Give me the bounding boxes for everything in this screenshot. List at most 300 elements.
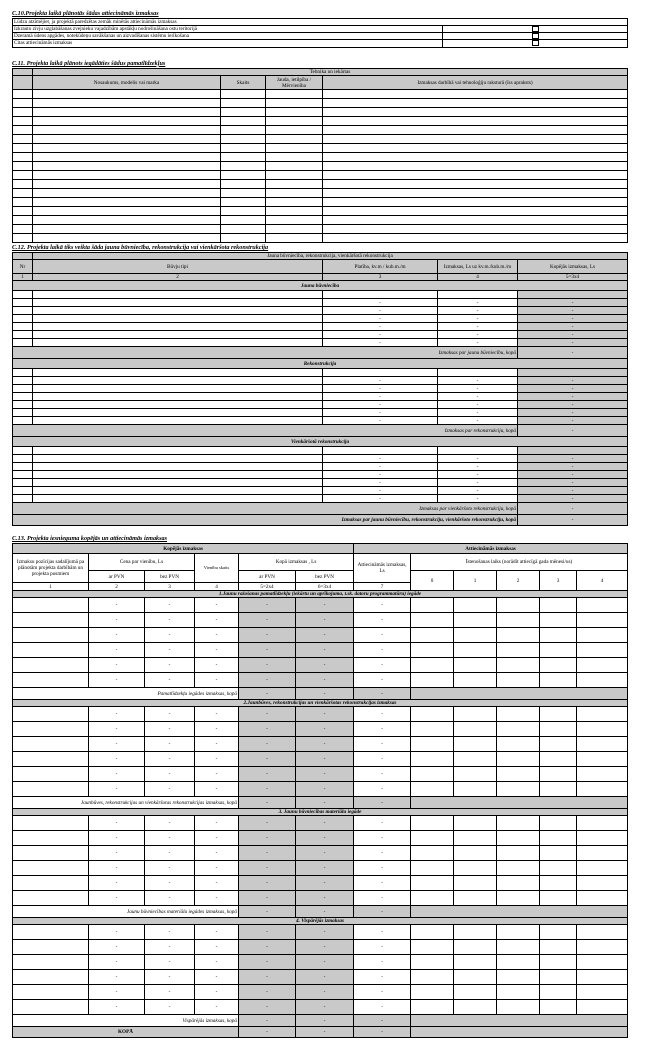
c13-cell-value[interactable]: -: [145, 752, 195, 767]
c13-cell-period[interactable]: [411, 658, 454, 673]
c13-cell-position[interactable]: [13, 658, 89, 673]
c13-cell-period[interactable]: [411, 970, 454, 985]
c12-cell-value[interactable]: [323, 447, 438, 455]
c13-cell-position[interactable]: [13, 707, 89, 722]
c13-cell-eligible[interactable]: -: [354, 970, 411, 985]
c13-cell-period[interactable]: [540, 752, 577, 767]
c13-cell-eligible[interactable]: -: [354, 985, 411, 1000]
c11-cell[interactable]: [221, 108, 266, 117]
c11-cell[interactable]: [266, 90, 323, 99]
c11-cell[interactable]: [33, 225, 221, 234]
c12-cell-nr[interactable]: [13, 455, 33, 463]
c13-cell-value[interactable]: -: [145, 940, 195, 955]
c11-cell[interactable]: [13, 153, 33, 162]
c12-cell-nr[interactable]: [13, 377, 33, 385]
c12-cell-value[interactable]: -: [323, 417, 438, 425]
c12-cell-value[interactable]: -: [438, 463, 518, 471]
c13-cell-value[interactable]: -: [195, 846, 239, 861]
c11-cell[interactable]: [221, 189, 266, 198]
c11-cell[interactable]: [13, 207, 33, 216]
c11-cell[interactable]: [266, 234, 323, 243]
c11-cell[interactable]: [221, 117, 266, 126]
c13-cell-period[interactable]: [540, 816, 577, 831]
c13-cell-period[interactable]: [497, 1000, 540, 1015]
c13-cell-value[interactable]: -: [89, 831, 145, 846]
c12-cell-value[interactable]: [438, 291, 518, 299]
c13-cell-period[interactable]: [577, 861, 628, 876]
c13-cell-value[interactable]: -: [89, 752, 145, 767]
c13-cell-eligible[interactable]: -: [354, 598, 411, 613]
c11-cell[interactable]: [266, 171, 323, 180]
c13-cell-period[interactable]: [454, 707, 497, 722]
c12-cell-value[interactable]: -: [438, 479, 518, 487]
c13-cell-period[interactable]: [577, 722, 628, 737]
c12-cell-type[interactable]: [33, 463, 323, 471]
c13-cell-period[interactable]: [497, 737, 540, 752]
c13-cell-position[interactable]: [13, 1000, 89, 1015]
c13-cell-position[interactable]: [13, 722, 89, 737]
c13-cell-eligible[interactable]: -: [354, 955, 411, 970]
c13-cell-position[interactable]: [13, 846, 89, 861]
c13-cell-eligible[interactable]: -: [354, 846, 411, 861]
c11-cell[interactable]: [33, 117, 221, 126]
c13-cell-period[interactable]: [540, 831, 577, 846]
c13-cell-value[interactable]: -: [195, 782, 239, 797]
c13-cell-value[interactable]: -: [195, 1000, 239, 1015]
c13-cell-value[interactable]: -: [89, 782, 145, 797]
c10-checkbox[interactable]: [532, 40, 539, 46]
c11-cell[interactable]: [33, 153, 221, 162]
c12-cell-type[interactable]: [33, 487, 323, 495]
c12-cell-nr[interactable]: [13, 331, 33, 339]
c13-cell-period[interactable]: [540, 722, 577, 737]
c12-cell-value[interactable]: [323, 369, 438, 377]
c13-cell-eligible[interactable]: -: [354, 628, 411, 643]
c13-cell-value[interactable]: -: [195, 613, 239, 628]
c13-cell-period[interactable]: [540, 925, 577, 940]
c13-cell-position[interactable]: [13, 643, 89, 658]
c13-cell-value[interactable]: -: [89, 613, 145, 628]
c13-cell-period[interactable]: [497, 831, 540, 846]
c13-cell-position[interactable]: [13, 940, 89, 955]
c13-cell-period[interactable]: [411, 985, 454, 1000]
c11-cell[interactable]: [266, 99, 323, 108]
c13-cell-value[interactable]: -: [145, 891, 195, 906]
c13-cell-value[interactable]: -: [89, 955, 145, 970]
c11-cell[interactable]: [33, 234, 221, 243]
c12-cell-value[interactable]: -: [323, 495, 438, 503]
c13-cell-period[interactable]: [497, 925, 540, 940]
c13-cell-position[interactable]: [13, 613, 89, 628]
c13-cell-value[interactable]: -: [145, 831, 195, 846]
c13-cell-period[interactable]: [577, 628, 628, 643]
c13-cell-value[interactable]: -: [195, 658, 239, 673]
c11-cell[interactable]: [323, 189, 628, 198]
c11-cell[interactable]: [221, 99, 266, 108]
c11-cell[interactable]: [266, 135, 323, 144]
c13-cell-value[interactable]: -: [145, 628, 195, 643]
c11-cell[interactable]: [323, 153, 628, 162]
c12-cell-type[interactable]: [33, 291, 323, 299]
c12-cell-type[interactable]: [33, 471, 323, 479]
c12-cell-value[interactable]: -: [323, 455, 438, 463]
c13-cell-value[interactable]: -: [195, 955, 239, 970]
c13-cell-position[interactable]: [13, 985, 89, 1000]
c13-cell-period[interactable]: [497, 673, 540, 688]
c11-cell[interactable]: [33, 162, 221, 171]
c11-cell[interactable]: [13, 162, 33, 171]
c13-cell-value[interactable]: -: [145, 782, 195, 797]
c13-cell-period[interactable]: [497, 891, 540, 906]
c11-cell[interactable]: [221, 198, 266, 207]
c13-cell-period[interactable]: [540, 1000, 577, 1015]
c13-cell-period[interactable]: [411, 891, 454, 906]
c13-cell-period[interactable]: [497, 628, 540, 643]
c11-cell[interactable]: [323, 126, 628, 135]
c11-cell[interactable]: [266, 126, 323, 135]
c13-cell-period[interactable]: [454, 970, 497, 985]
c13-cell-period[interactable]: [497, 752, 540, 767]
c13-cell-value[interactable]: -: [89, 876, 145, 891]
c13-cell-value[interactable]: -: [89, 737, 145, 752]
c11-cell[interactable]: [33, 135, 221, 144]
c13-cell-period[interactable]: [411, 643, 454, 658]
c12-cell-type[interactable]: [33, 409, 323, 417]
c12-cell-nr[interactable]: [13, 385, 33, 393]
c13-cell-period[interactable]: [497, 643, 540, 658]
c11-cell[interactable]: [323, 144, 628, 153]
c13-cell-eligible[interactable]: -: [354, 722, 411, 737]
c13-cell-position[interactable]: [13, 752, 89, 767]
c13-cell-value[interactable]: -: [145, 925, 195, 940]
c13-cell-position[interactable]: [13, 782, 89, 797]
c13-cell-value[interactable]: -: [145, 658, 195, 673]
c13-cell-period[interactable]: [497, 940, 540, 955]
c11-cell[interactable]: [33, 99, 221, 108]
c12-cell-nr[interactable]: [13, 487, 33, 495]
c12-cell-type[interactable]: [33, 417, 323, 425]
c13-cell-value[interactable]: -: [145, 707, 195, 722]
c13-cell-eligible[interactable]: -: [354, 782, 411, 797]
c13-cell-period[interactable]: [454, 831, 497, 846]
c11-cell[interactable]: [13, 180, 33, 189]
c11-cell[interactable]: [13, 225, 33, 234]
c13-cell-period[interactable]: [411, 628, 454, 643]
c13-cell-period[interactable]: [411, 613, 454, 628]
c13-cell-period[interactable]: [497, 955, 540, 970]
c13-cell-period[interactable]: [411, 752, 454, 767]
c13-cell-period[interactable]: [497, 816, 540, 831]
c13-cell-value[interactable]: -: [195, 767, 239, 782]
c11-cell[interactable]: [221, 153, 266, 162]
c11-cell[interactable]: [323, 180, 628, 189]
c12-cell-value[interactable]: -: [438, 393, 518, 401]
c12-cell-type[interactable]: [33, 331, 323, 339]
c12-cell-value[interactable]: -: [438, 455, 518, 463]
c11-cell[interactable]: [323, 207, 628, 216]
c12-cell-value[interactable]: -: [323, 323, 438, 331]
c13-cell-value[interactable]: -: [145, 722, 195, 737]
c13-cell-period[interactable]: [577, 876, 628, 891]
c12-cell-nr[interactable]: [13, 471, 33, 479]
c13-cell-position[interactable]: [13, 876, 89, 891]
c13-cell-value[interactable]: -: [145, 643, 195, 658]
c12-cell-nr[interactable]: [13, 307, 33, 315]
c11-cell[interactable]: [323, 108, 628, 117]
c12-cell-nr[interactable]: [13, 447, 33, 455]
c11-cell[interactable]: [13, 99, 33, 108]
c13-cell-position[interactable]: [13, 816, 89, 831]
c13-cell-eligible[interactable]: -: [354, 861, 411, 876]
c12-cell-value[interactable]: -: [438, 307, 518, 315]
c13-cell-value[interactable]: -: [89, 985, 145, 1000]
c13-cell-value[interactable]: -: [89, 970, 145, 985]
c11-cell[interactable]: [33, 198, 221, 207]
c13-cell-period[interactable]: [411, 737, 454, 752]
c13-cell-value[interactable]: -: [145, 673, 195, 688]
c12-cell-value[interactable]: -: [323, 471, 438, 479]
c13-cell-period[interactable]: [540, 707, 577, 722]
c13-cell-value[interactable]: -: [195, 985, 239, 1000]
c12-cell-value[interactable]: [438, 369, 518, 377]
c11-cell[interactable]: [323, 135, 628, 144]
c12-cell-value[interactable]: -: [323, 331, 438, 339]
c13-cell-period[interactable]: [497, 767, 540, 782]
c13-cell-period[interactable]: [540, 955, 577, 970]
c11-cell[interactable]: [221, 126, 266, 135]
c13-cell-value[interactable]: -: [89, 767, 145, 782]
c13-cell-period[interactable]: [497, 782, 540, 797]
c11-cell[interactable]: [266, 162, 323, 171]
c13-cell-eligible[interactable]: -: [354, 767, 411, 782]
c13-cell-period[interactable]: [454, 925, 497, 940]
c11-cell[interactable]: [13, 198, 33, 207]
c11-cell[interactable]: [221, 162, 266, 171]
c12-cell-nr[interactable]: [13, 409, 33, 417]
c13-cell-value[interactable]: -: [89, 891, 145, 906]
c12-cell-type[interactable]: [33, 401, 323, 409]
c13-cell-period[interactable]: [411, 831, 454, 846]
c13-cell-period[interactable]: [454, 876, 497, 891]
c11-cell[interactable]: [266, 207, 323, 216]
c11-cell[interactable]: [33, 144, 221, 153]
c12-cell-value[interactable]: -: [438, 377, 518, 385]
c13-cell-period[interactable]: [577, 767, 628, 782]
c11-cell[interactable]: [266, 180, 323, 189]
c12-cell-type[interactable]: [33, 447, 323, 455]
c13-cell-period[interactable]: [540, 846, 577, 861]
c11-cell[interactable]: [221, 216, 266, 225]
c13-cell-period[interactable]: [497, 722, 540, 737]
c13-cell-value[interactable]: -: [195, 707, 239, 722]
c13-cell-period[interactable]: [540, 658, 577, 673]
c12-cell-value[interactable]: -: [323, 299, 438, 307]
c11-cell[interactable]: [221, 225, 266, 234]
c11-cell[interactable]: [266, 144, 323, 153]
c13-cell-period[interactable]: [454, 722, 497, 737]
c11-cell[interactable]: [266, 189, 323, 198]
c13-cell-eligible[interactable]: -: [354, 707, 411, 722]
c13-cell-period[interactable]: [497, 846, 540, 861]
c13-cell-value[interactable]: -: [195, 643, 239, 658]
c11-cell[interactable]: [33, 171, 221, 180]
c12-cell-value[interactable]: -: [323, 377, 438, 385]
c13-cell-value[interactable]: -: [145, 861, 195, 876]
c13-cell-value[interactable]: -: [195, 628, 239, 643]
c10-checkbox[interactable]: [532, 33, 539, 39]
c12-cell-nr[interactable]: [13, 401, 33, 409]
c13-cell-value[interactable]: -: [145, 1000, 195, 1015]
c13-cell-period[interactable]: [577, 925, 628, 940]
c13-cell-position[interactable]: [13, 628, 89, 643]
c13-cell-period[interactable]: [497, 613, 540, 628]
c13-cell-period[interactable]: [540, 673, 577, 688]
c13-cell-value[interactable]: -: [89, 861, 145, 876]
c13-cell-period[interactable]: [454, 861, 497, 876]
c13-cell-value[interactable]: -: [145, 816, 195, 831]
c13-cell-value[interactable]: -: [145, 846, 195, 861]
c13-cell-position[interactable]: [13, 831, 89, 846]
c11-cell[interactable]: [323, 171, 628, 180]
c13-cell-value[interactable]: -: [89, 846, 145, 861]
c13-cell-period[interactable]: [454, 846, 497, 861]
c11-cell[interactable]: [323, 234, 628, 243]
c11-cell[interactable]: [13, 126, 33, 135]
c13-cell-period[interactable]: [540, 628, 577, 643]
c12-cell-value[interactable]: -: [323, 487, 438, 495]
c13-cell-position[interactable]: [13, 891, 89, 906]
c13-cell-period[interactable]: [577, 891, 628, 906]
c13-cell-period[interactable]: [577, 752, 628, 767]
c13-cell-period[interactable]: [411, 846, 454, 861]
c12-cell-value[interactable]: -: [323, 307, 438, 315]
c13-cell-period[interactable]: [454, 737, 497, 752]
c13-cell-position[interactable]: [13, 955, 89, 970]
c13-cell-period[interactable]: [540, 767, 577, 782]
c13-cell-period[interactable]: [411, 955, 454, 970]
c12-cell-value[interactable]: -: [438, 385, 518, 393]
c13-cell-period[interactable]: [577, 598, 628, 613]
c13-cell-period[interactable]: [454, 628, 497, 643]
c13-cell-period[interactable]: [411, 861, 454, 876]
c13-cell-period[interactable]: [540, 940, 577, 955]
c13-cell-period[interactable]: [411, 707, 454, 722]
c13-cell-period[interactable]: [411, 767, 454, 782]
c13-cell-value[interactable]: -: [145, 955, 195, 970]
c12-cell-nr[interactable]: [13, 479, 33, 487]
c13-cell-period[interactable]: [540, 970, 577, 985]
c13-cell-period[interactable]: [454, 673, 497, 688]
c12-cell-nr[interactable]: [13, 291, 33, 299]
c12-cell-value[interactable]: -: [323, 409, 438, 417]
c13-cell-value[interactable]: -: [195, 816, 239, 831]
c13-cell-period[interactable]: [411, 722, 454, 737]
c13-cell-value[interactable]: -: [195, 925, 239, 940]
c13-cell-period[interactable]: [454, 658, 497, 673]
c13-cell-value[interactable]: -: [89, 925, 145, 940]
c12-cell-nr[interactable]: [13, 417, 33, 425]
c11-cell[interactable]: [13, 144, 33, 153]
c12-cell-nr[interactable]: [13, 393, 33, 401]
c13-cell-value[interactable]: -: [89, 643, 145, 658]
c13-cell-period[interactable]: [577, 970, 628, 985]
c13-cell-period[interactable]: [411, 673, 454, 688]
c13-cell-value[interactable]: -: [89, 1000, 145, 1015]
c13-cell-period[interactable]: [497, 658, 540, 673]
c13-cell-period[interactable]: [454, 940, 497, 955]
c13-cell-period[interactable]: [497, 876, 540, 891]
c13-cell-eligible[interactable]: -: [354, 737, 411, 752]
c12-cell-nr[interactable]: [13, 299, 33, 307]
c13-cell-value[interactable]: -: [195, 970, 239, 985]
c13-cell-period[interactable]: [454, 1000, 497, 1015]
c13-cell-period[interactable]: [540, 985, 577, 1000]
c13-cell-period[interactable]: [577, 613, 628, 628]
c13-cell-value[interactable]: -: [195, 673, 239, 688]
c11-cell[interactable]: [13, 216, 33, 225]
c13-cell-value[interactable]: -: [89, 673, 145, 688]
c13-cell-period[interactable]: [540, 861, 577, 876]
c13-cell-period[interactable]: [577, 816, 628, 831]
c13-cell-position[interactable]: [13, 737, 89, 752]
c13-cell-period[interactable]: [540, 891, 577, 906]
c11-cell[interactable]: [33, 126, 221, 135]
c12-cell-nr[interactable]: [13, 369, 33, 377]
c11-cell[interactable]: [221, 135, 266, 144]
c12-cell-value[interactable]: -: [323, 393, 438, 401]
c13-cell-period[interactable]: [454, 816, 497, 831]
c11-cell[interactable]: [323, 225, 628, 234]
c11-cell[interactable]: [33, 207, 221, 216]
c12-cell-value[interactable]: -: [323, 479, 438, 487]
c13-cell-value[interactable]: -: [89, 658, 145, 673]
c10-checkbox[interactable]: [532, 26, 539, 32]
c13-cell-value[interactable]: -: [195, 598, 239, 613]
c13-cell-value[interactable]: -: [89, 722, 145, 737]
c11-cell[interactable]: [33, 180, 221, 189]
c11-cell[interactable]: [221, 234, 266, 243]
c11-cell[interactable]: [266, 117, 323, 126]
c12-cell-type[interactable]: [33, 299, 323, 307]
c11-cell[interactable]: [13, 108, 33, 117]
c11-cell[interactable]: [33, 108, 221, 117]
c13-cell-position[interactable]: [13, 970, 89, 985]
c13-cell-position[interactable]: [13, 673, 89, 688]
c13-cell-period[interactable]: [411, 925, 454, 940]
c12-cell-type[interactable]: [33, 495, 323, 503]
c12-cell-nr[interactable]: [13, 339, 33, 347]
c13-cell-value[interactable]: -: [195, 876, 239, 891]
c13-cell-period[interactable]: [454, 613, 497, 628]
c13-cell-value[interactable]: -: [145, 970, 195, 985]
c13-cell-period[interactable]: [577, 955, 628, 970]
c11-cell[interactable]: [33, 189, 221, 198]
c13-cell-value[interactable]: -: [89, 940, 145, 955]
c13-cell-period[interactable]: [411, 1000, 454, 1015]
c12-cell-nr[interactable]: [13, 323, 33, 331]
c11-cell[interactable]: [221, 207, 266, 216]
c12-cell-type[interactable]: [33, 393, 323, 401]
c11-cell[interactable]: [13, 189, 33, 198]
c13-cell-eligible[interactable]: -: [354, 816, 411, 831]
c13-cell-period[interactable]: [540, 598, 577, 613]
c11-cell[interactable]: [221, 144, 266, 153]
c11-cell[interactable]: [13, 234, 33, 243]
c13-cell-period[interactable]: [577, 985, 628, 1000]
c13-cell-period[interactable]: [540, 876, 577, 891]
c13-cell-period[interactable]: [540, 737, 577, 752]
c13-cell-value[interactable]: -: [195, 861, 239, 876]
